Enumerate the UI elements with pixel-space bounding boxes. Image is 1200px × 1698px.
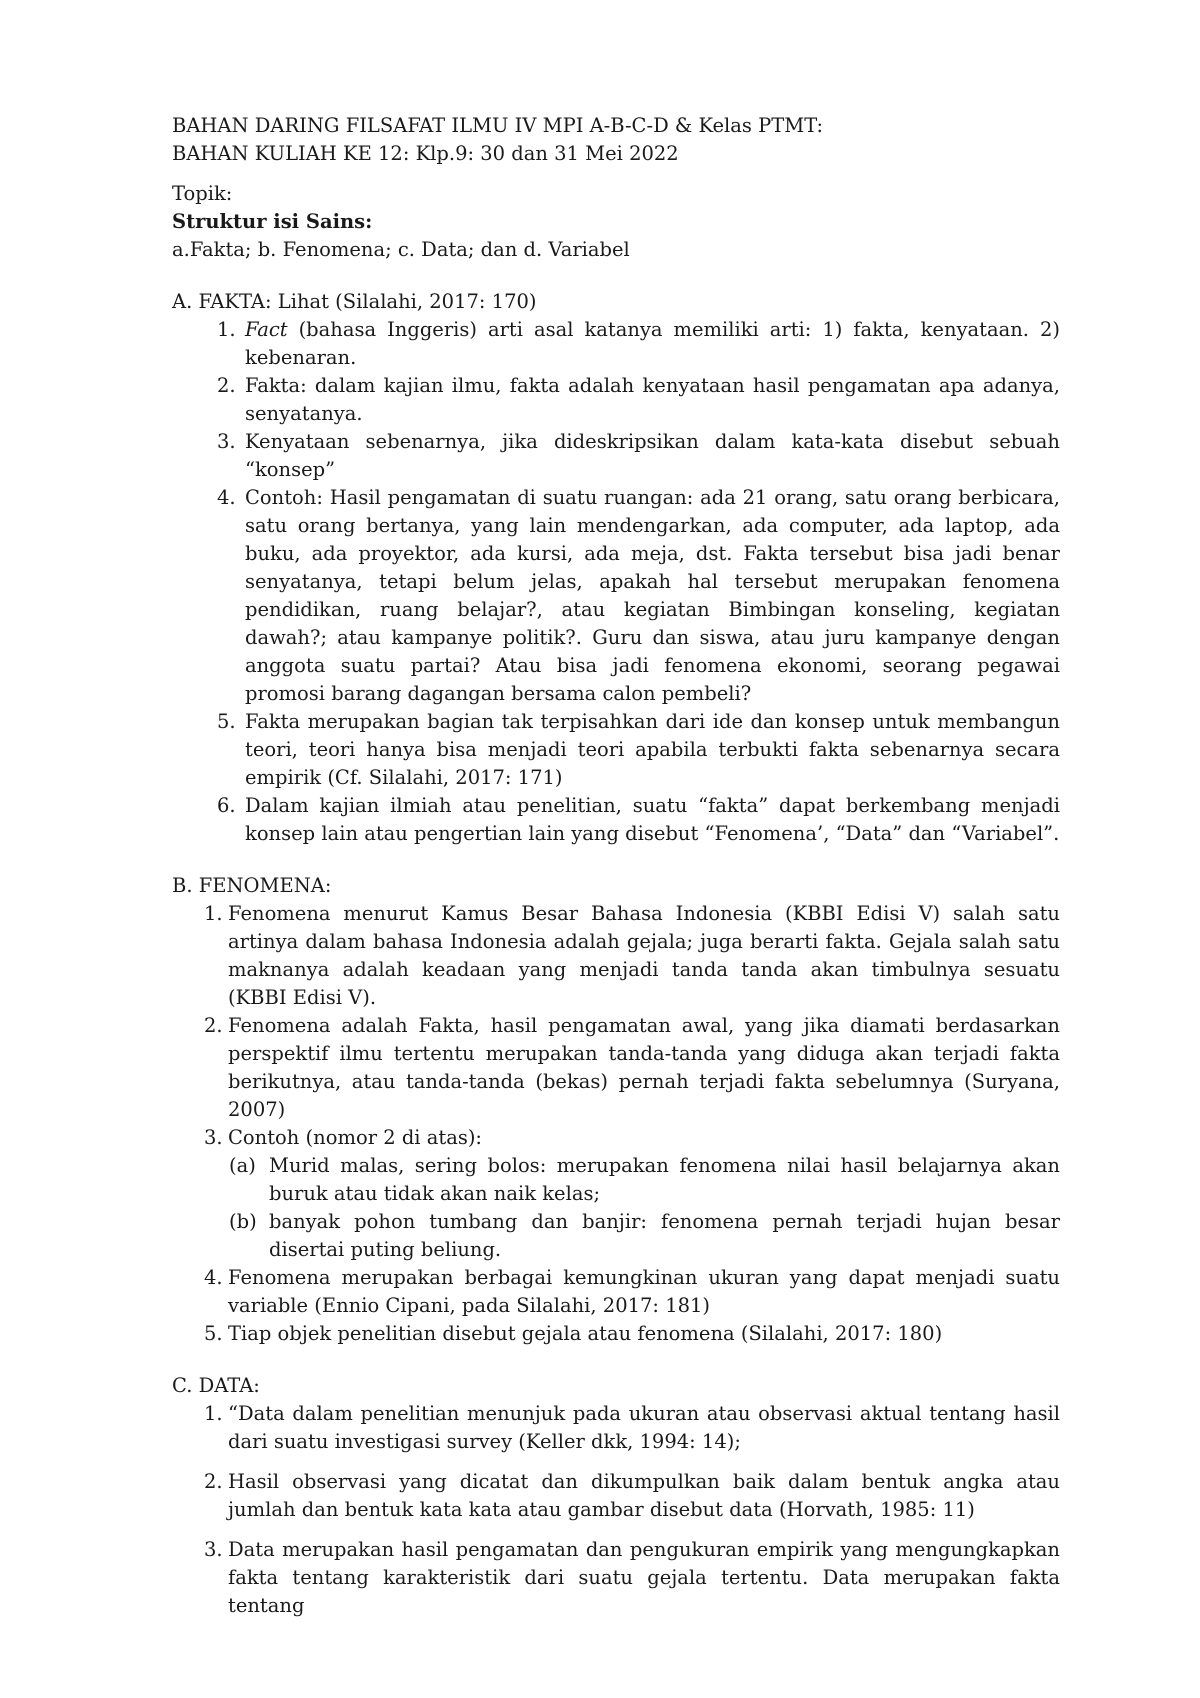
header-line-1: BAHAN DARING FILSAFAT ILMU IV MPI A-B-C-D & Kelas PTMT: xyxy=(172,114,824,137)
list-item xyxy=(217,428,1060,484)
list-item xyxy=(204,1264,1060,1320)
list-item xyxy=(204,1320,1060,1348)
item-number: 3. xyxy=(204,1538,223,1561)
header-line-2: BAHAN KULIAH KE 12: Klp.9: 30 dan 31 Mei 2022 xyxy=(172,142,679,165)
item-text: Dalam kajian ilmiah atau penelitian, suatu “fakta” dapat berkembang menjadi konsep lain atau pengertian lain yang disebut “Fenomena’, “Data” dan “Variabel”. xyxy=(245,794,1060,845)
item-text xyxy=(245,316,1060,372)
item-text: “Data dalam penelitian menunjuk pada ukuran atau observasi aktual tentang hasil dari suatu investigasi survey (Keller dkk, 1994: 14); xyxy=(228,1402,1060,1453)
sub-item-label: (b) xyxy=(229,1210,257,1233)
item-number: 2. xyxy=(204,1470,223,1493)
list-item xyxy=(217,316,1060,372)
list-item xyxy=(217,792,1060,848)
item-text: Fakta: dalam kajian ilmu, fakta adalah kenyataan hasil pengamatan apa adanya, senyatanya. xyxy=(245,374,1060,425)
sub-item-text: Murid malas, sering bolos: merupakan fenomena nilai hasil belajarnya akan buruk atau tidak akan naik kelas; xyxy=(269,1154,1060,1205)
list-item xyxy=(204,1536,1060,1620)
topic-title: Struktur isi Sains: xyxy=(172,210,373,233)
item-number: 5. xyxy=(217,710,236,733)
list-item xyxy=(217,708,1060,792)
item-text: Tiap objek penelitian disebut gejala atau fenomena (Silalahi, 2017: 180) xyxy=(228,1322,943,1345)
item-text: Hasil observasi yang dicatat dan dikumpulkan baik dalam bentuk angka atau jumlah dan bentuk kata kata atau gambar disebut data (Horvath, 1985: 11) xyxy=(228,1470,1060,1521)
item-number: 2. xyxy=(217,374,236,397)
item-number: 3. xyxy=(217,430,236,453)
sub-item-text: banyak pohon tumbang dan banjir: fenomena pernah terjadi hujan besar disertai puting beliung. xyxy=(269,1210,1060,1261)
item-number: 1. xyxy=(204,902,223,925)
section-c-list xyxy=(172,1400,1060,1620)
item-text: Fenomena adalah Fakta, hasil pengamatan awal, yang jika diamati berdasarkan perspektif ilmu tertentu merupakan tanda-tanda yang diduga akan terjadi fakta berikutnya, atau tanda-tanda (bekas) pernah terjadi fakta sebelumnya (Suryana, 2007) xyxy=(228,1014,1060,1121)
item-text: Contoh: Hasil pengamatan di suatu ruangan: ada 21 orang, satu orang berbicara, satu orang bertanya, yang lain mendengarkan, ada computer, ada laptop, ada buku, ada proyektor, ada kursi, ada meja, dst. Fakta tersebut bisa jadi benar senyatanya, tetapi belum jelas, apakah hal tersebut merupakan fenomena pendidikan, ruang belajar?, atau kegiatan Bimbingan konseling, kegiatan dawah?; atau kampanye politik?. Guru dan siswa, atau juru kampanye dengan anggota suatu partai? Atau bisa jadi fenomena ekonomi, seorang pegawai promosi barang dagangan bersama calon pembeli? xyxy=(245,486,1060,705)
item-number: 2. xyxy=(204,1014,223,1037)
list-item xyxy=(204,1124,1060,1152)
topic-label: Topik: xyxy=(172,182,233,205)
document-page xyxy=(172,112,1060,1620)
item-number: 4. xyxy=(217,486,236,509)
section-a-heading: A. FAKTA: Lihat (Silalahi, 2017: 170) xyxy=(172,290,537,313)
item-number: 1. xyxy=(217,318,236,341)
item-number: 1. xyxy=(204,1402,223,1425)
list-item xyxy=(204,1400,1060,1456)
item-number: 3. xyxy=(204,1126,223,1149)
sub-list-item xyxy=(229,1208,1060,1264)
list-item xyxy=(204,1012,1060,1124)
item-number: 4. xyxy=(204,1266,223,1289)
item-text: Data merupakan hasil pengamatan dan pengukuran empirik yang mengungkapkan fakta tentang karakteristik dari suatu gejala tertentu. Data merupakan fakta tentang xyxy=(228,1538,1060,1617)
list-item xyxy=(204,1468,1060,1524)
item-emphasis: Fact xyxy=(245,318,288,341)
sub-item-label: (a) xyxy=(229,1154,256,1177)
topic-subtitle: a.Fakta; b. Fenomena; c. Data; dan d. Variabel xyxy=(172,238,630,261)
item-text: Fakta merupakan bagian tak terpisahkan dari ide dan konsep untuk membangun teori, teori hanya bisa menjadi teori apabila terbukti fakta sebenarnya secara empirik (Cf. Silalahi, 2017: 171) xyxy=(245,710,1060,789)
list-item xyxy=(217,484,1060,708)
list-item xyxy=(204,900,1060,1012)
item-text: Fenomena menurut Kamus Besar Bahasa Indonesia (KBBI Edisi V) salah satu artinya dalam bahasa Indonesia adalah gejala; juga berarti fakta. Gejala salah satu maknanya adalah keadaan yang menjadi tanda tanda akan timbulnya sesuatu (KBBI Edisi V). xyxy=(228,902,1060,1009)
item-text-rest: (bahasa Inggeris) arti asal katanya memiliki arti: 1) fakta, kenyataan. 2) kebenaran. xyxy=(245,318,1060,369)
item-text: Fenomena merupakan berbagai kemungkinan ukuran yang dapat menjadi suatu variable (Ennio Cipani, pada Silalahi, 2017: 181) xyxy=(228,1266,1060,1317)
sub-list-item xyxy=(229,1152,1060,1208)
section-b-heading: B. FENOMENA: xyxy=(172,874,332,897)
item-text: Kenyataan sebenarnya, jika dideskripsikan dalam kata-kata disebut sebuah “konsep” xyxy=(245,430,1060,481)
section-c-heading: C. DATA: xyxy=(172,1374,260,1397)
item-text: Contoh (nomor 2 di atas): xyxy=(228,1126,483,1149)
item-number: 6. xyxy=(217,794,236,817)
item-number: 5. xyxy=(204,1322,223,1345)
section-b-list xyxy=(172,900,1060,1348)
list-item xyxy=(217,372,1060,428)
section-a-list xyxy=(172,316,1060,848)
